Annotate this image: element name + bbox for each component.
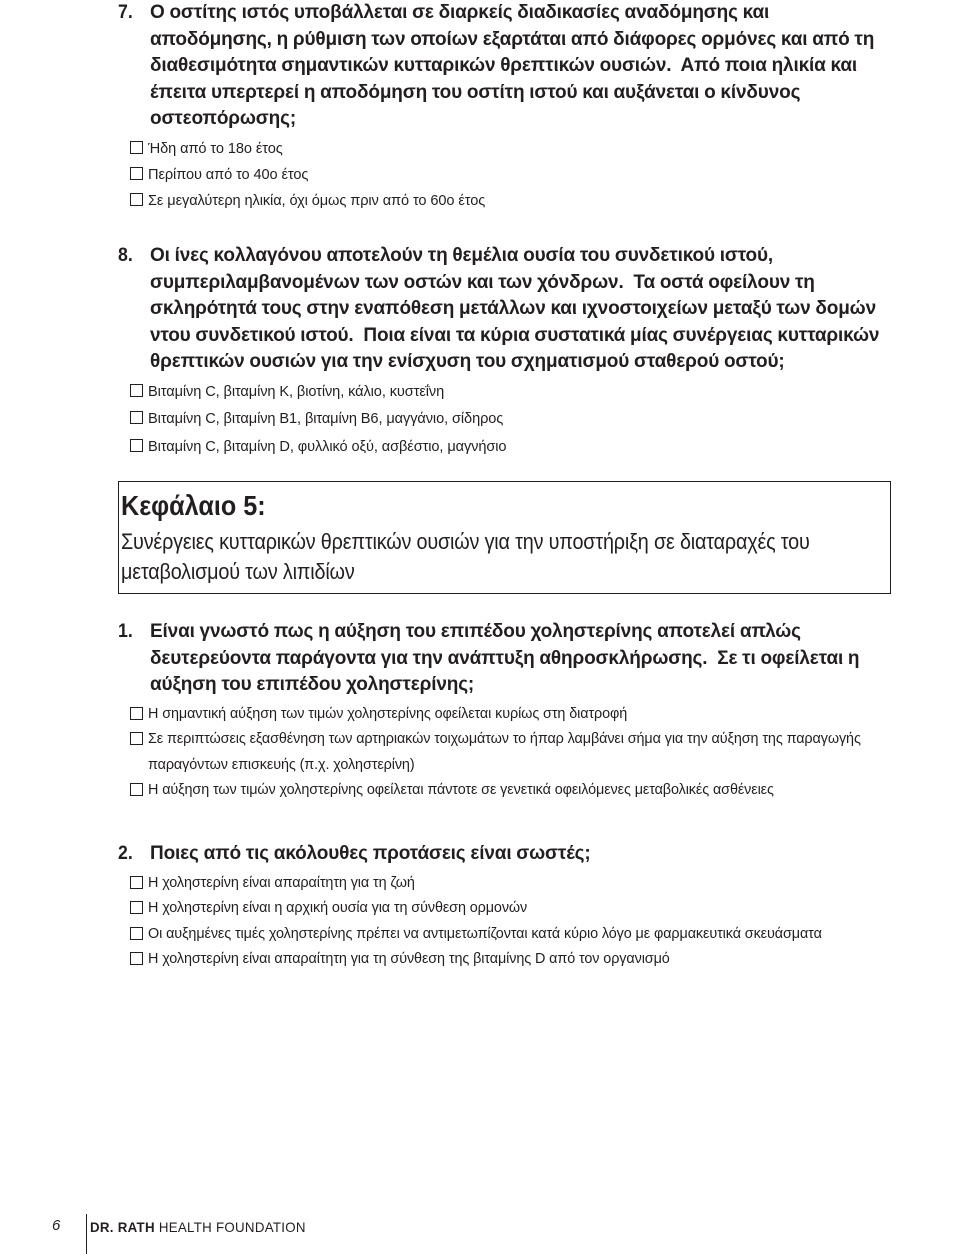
answer-option[interactable] bbox=[130, 379, 888, 407]
option-label: Η σημαντική αύξηση των τιμών χοληστερίνης οφείλεται κυρίως στη διατροφή bbox=[148, 705, 628, 722]
page-number: 6 bbox=[52, 1217, 61, 1234]
answer-options bbox=[118, 871, 888, 973]
option-label: Βιταμίνη C, βιταμίνη D, φυλλικό οξύ, ασβέστιο, μαγνήσιο bbox=[148, 438, 507, 455]
question-8 bbox=[118, 243, 888, 461]
checkbox-icon[interactable] bbox=[130, 193, 143, 206]
checkbox-icon[interactable] bbox=[130, 167, 143, 180]
question-number: 7. bbox=[118, 2, 133, 23]
question-sentence: Ο οστίτης ιστός υποβάλλεται σε διαρκείς διαδικασίες αναδόμησης και αποδόμησης, η ρύθμιση των οποίων εξαρτάται από διάφορες ορμόνες και από τη διαθεσιμότητα σημαντικών κυτταρικών θρεπτικών ουσιών. bbox=[150, 2, 875, 76]
question-text bbox=[150, 841, 888, 868]
page-footer bbox=[0, 1214, 960, 1254]
chapter-header-box bbox=[118, 481, 891, 594]
answer-option[interactable] bbox=[130, 406, 888, 434]
question-sentence: Από ποια ηλικία και έπειτα υπερτερεί η αποδόμηση του οστίτη ιστού και αυξάνεται ο κίνδυνος οστεοπόρωσης; bbox=[150, 55, 857, 129]
answer-option[interactable] bbox=[130, 896, 888, 922]
checkbox-icon[interactable] bbox=[130, 783, 143, 796]
checkbox-icon[interactable] bbox=[130, 141, 143, 154]
answer-option[interactable] bbox=[130, 162, 888, 188]
brand-name-rest: HEALTH FOUNDATION bbox=[158, 1219, 306, 1235]
question-number: 2. bbox=[118, 843, 133, 864]
brand-name-bold: DR. RATH bbox=[90, 1219, 155, 1235]
checkbox-icon[interactable] bbox=[130, 732, 143, 745]
footer-divider bbox=[86, 1214, 87, 1254]
question-heading bbox=[118, 243, 888, 376]
option-label: Η αύξηση των τιμών χοληστερίνης οφείλεται πάντοτε σε γενετικά οφειλόμενες μεταβολικές ασθένειες bbox=[148, 782, 774, 798]
question-heading bbox=[118, 619, 888, 699]
option-label: Ήδη από το 18ο έτος bbox=[148, 140, 283, 157]
checkbox-icon[interactable] bbox=[130, 901, 143, 914]
checkbox-icon[interactable] bbox=[130, 952, 143, 965]
option-label: Σε περιπτώσεις εξασθένηση των αρτηριακών τοιχωμάτων το ήπαρ λαμβάνει σήμα για την αύξηση της παραγωγής παραγόντων επισκευής (π.χ. χοληστερίνη) bbox=[148, 731, 861, 773]
answer-option[interactable] bbox=[130, 434, 888, 462]
option-label: Βιταμίνη C, βιταμίνη K, βιοτίνη, κάλιο, κυστεΐνη bbox=[148, 383, 445, 400]
answer-option[interactable] bbox=[130, 871, 888, 897]
question-sentence: Οι ίνες κολλαγόνου αποτελούν τη θεμέλια ουσία του συνδετικού ιστού, συμπεριλαμβανομένων των οστών και των χόνδρων. bbox=[150, 245, 774, 293]
question-sentence: Τα οστά οφείλουν τη σκληρότητά τους στην εναπόθεση μετάλλων και ιχνοστοιχείων μεταξύ των δομών ντου συνδετικού ιστού. bbox=[150, 271, 876, 346]
question-sentence: Ποιες από τις ακόλουθες προτάσεις είναι σωστές; bbox=[150, 843, 591, 864]
option-label: Η χοληστερίνη είναι απαραίτητη για τη ζωή bbox=[148, 874, 415, 891]
answer-option[interactable] bbox=[130, 947, 888, 973]
question-text bbox=[150, 619, 888, 699]
chapter-subtitle: Συνέργειες κυτταρικών θρεπτικών ουσιών για την υποστήριξη σε διαταραχές του μεταβολισμού των λιπιδίων bbox=[121, 529, 810, 584]
answer-options bbox=[118, 136, 888, 214]
checkbox-icon[interactable] bbox=[130, 411, 143, 424]
question-number: 8. bbox=[118, 245, 133, 266]
question-sentence: Είναι γνωστό πως η αύξηση του επιπέδου χοληστερίνης αποτελεί απλώς δευτερεύοντα παράγοντα για την ανάπτυξη αθηροσκλήρωσης. bbox=[150, 621, 801, 669]
question-heading bbox=[118, 841, 888, 868]
footer-brand bbox=[90, 1219, 306, 1235]
chapter-question-2 bbox=[118, 841, 888, 973]
checkbox-icon[interactable] bbox=[130, 876, 143, 889]
option-label: Η χοληστερίνη είναι η αρχική ουσία για τη σύνθεση ορμονών bbox=[148, 900, 528, 916]
option-label: Βιταμίνη C, βιταμίνη B1, βιταμίνη B6, μαγγάνιο, σίδηρος bbox=[148, 411, 504, 427]
chapter-title: Κεφάλαιο 5: bbox=[121, 490, 266, 521]
answer-options bbox=[118, 379, 888, 462]
answer-option[interactable] bbox=[130, 778, 888, 804]
checkbox-icon[interactable] bbox=[130, 707, 143, 720]
answer-option[interactable] bbox=[130, 702, 888, 728]
option-label: Περίπου από το 40ο έτος bbox=[148, 166, 309, 183]
checkbox-icon[interactable] bbox=[130, 384, 143, 397]
question-heading bbox=[118, 0, 888, 133]
question-text bbox=[150, 243, 888, 376]
option-label: Οι αυξημένες τιμές χοληστερίνης πρέπει να αντιμετωπίζονται κατά κύριο λόγο με φαρμακευτικά σκευάσματα bbox=[148, 925, 822, 942]
answer-option[interactable] bbox=[130, 922, 888, 948]
answer-option[interactable] bbox=[130, 188, 888, 214]
answer-options bbox=[118, 702, 888, 804]
checkbox-icon[interactable] bbox=[130, 927, 143, 940]
question-text bbox=[150, 0, 888, 133]
chapter-question-1 bbox=[118, 619, 888, 804]
option-label: Η χοληστερίνη είναι απαραίτητη για τη σύνθεση της βιταμίνης D από τον οργανισμό bbox=[148, 951, 670, 967]
answer-option[interactable] bbox=[130, 136, 888, 162]
question-7 bbox=[118, 0, 888, 214]
checkbox-icon[interactable] bbox=[130, 439, 143, 452]
question-number: 1. bbox=[118, 621, 133, 642]
question-sentence: Σε τι οφείλεται η αύξηση του επιπέδου χοληστερίνης; bbox=[150, 647, 860, 695]
question-sentence: Ποια είναι τα κύρια συστατικά μίας συνέργειας κυτταρικών θρεπτικών ουσιών για την ενίσχυση του σχηματισμού σταθερού οστού; bbox=[150, 324, 880, 372]
option-label: Σε μεγαλύτερη ηλικία, όχι όμως πριν από το 60ο έτος bbox=[148, 192, 486, 209]
answer-option[interactable] bbox=[130, 727, 888, 778]
